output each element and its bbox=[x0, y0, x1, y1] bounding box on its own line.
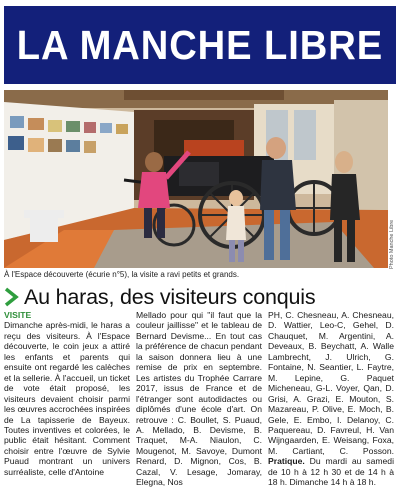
article-body bbox=[4, 310, 396, 488]
article-text-col2: Mellado pour qui "il faut que la couleur jaillisse" et le tableau de Bernard Devisme... En tout cas la préférence de chacun pendant la saison donnera lieu à une remise de prix en septembre. Les artistes du Trophée Carrare 2017, issus de France et de l'étranger sont autodidactes ou diplômés d'une école d'art. On retrouve : C. Boullet, S. Puaud, A. Mellado, B. Devisme, B. Traquet, M-A. Niaulon, C. Mougenot, M. Savoye, Dumont Renard, D. Mignon, Cos, B. Cazal, V. Lesage, Jomaray, Elegna, Nos bbox=[136, 310, 262, 488]
pratique-text: Du mardi au samedi de 10 h à 12 h 30 et de 14 h à 18 h. Dimanche 14 h à 18 h. bbox=[268, 456, 394, 488]
article-column-3 bbox=[268, 310, 394, 488]
newspaper-title: LA MANCHE LIBRE bbox=[16, 21, 384, 68]
chevron-right-icon bbox=[4, 287, 18, 307]
photo-caption: À l'Espace découverte (écurie n°5), la visite a ravi petits et grands. bbox=[4, 270, 240, 279]
photo-credit: Photo Manche Libre bbox=[389, 219, 395, 269]
article-text-col3: PH, C. Chesneau, A. Chesneau, D. Wattier, Leo-C, Gehel, D. Chauquet, M. Argentini, A. Deveaux, B. Beychatt, A. Walle Lambrecht, J. Ulrich, G. Fontaine, N. Seantier, L. Faytre, M. Lepine, G. Paquet Micheneau, G-L. Voyer, Qan, D. Grisi, A. Grazi, E. Mouton, S. Mazareau, P. Olive, E. Moch, B. Gele, E. Embo, I. Delanoy, C. Paquereau, D. Favreul, H. Van Wijngaarden, E. Weisang, Foxa, M. Cartiant, C. Posson. bbox=[268, 310, 394, 456]
article-text-col1: Dimanche après-midi, le haras a reçu des visiteurs. À l'Espace découverte, le coin jeux a attiré les enfants et parents qui ensuite ont regardé les calèches et la sellerie. À l'accueil, un ticket de vote était proposé, les visiteurs devaient choisir parmi les œuvres accrochées inspirées de La tapisserie de Bayeux. Toutes inventives et colorées, le public était hésitant. Comment choisir entre l'œuvre de Sylvie Puaud montrant un univers surréaliste, celle d'Antoine bbox=[4, 320, 130, 477]
photo-stable-scene bbox=[4, 90, 388, 268]
article-column-2 bbox=[136, 310, 262, 488]
pratique-label: Pratique. bbox=[268, 456, 305, 467]
article-photo bbox=[4, 90, 388, 268]
article-kicker: VISITE bbox=[4, 310, 32, 320]
headline-row bbox=[4, 284, 396, 310]
article-headline: Au haras, des visiteurs conquis bbox=[24, 284, 316, 309]
masthead bbox=[4, 6, 396, 84]
article-column-1 bbox=[4, 310, 130, 477]
